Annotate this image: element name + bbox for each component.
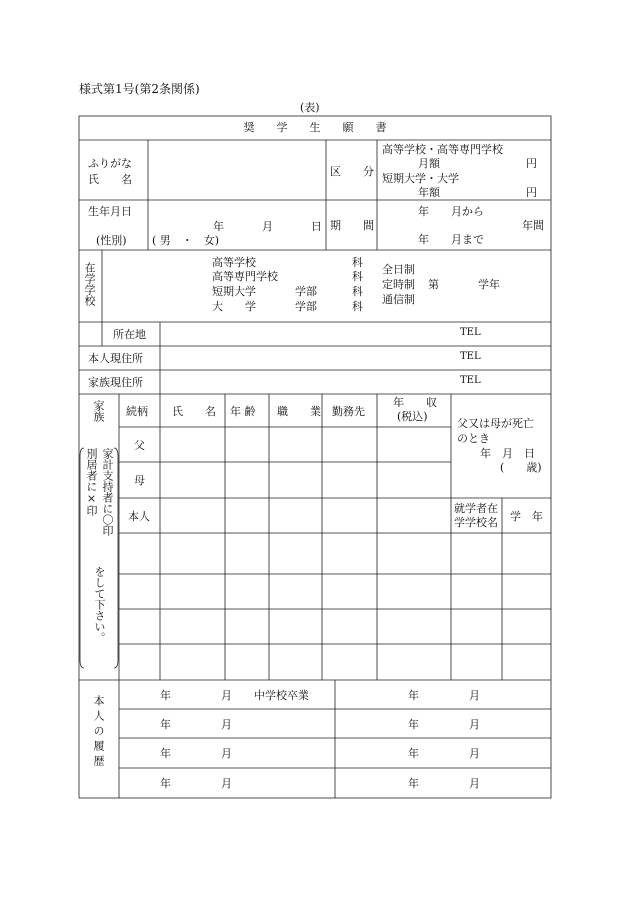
family-tel: TEL [460,375,481,386]
history-2-month: 月 [221,718,232,731]
history-3r-month: 月 [469,747,480,760]
category-option-high-school: 高等学校・高等専門学校 [382,143,503,156]
family-note-sub: 別居者に×印 [85,448,98,516]
history-2r-month: 月 [469,718,480,731]
category-yen-2: 円 [526,186,537,199]
history-4r-month: 月 [469,777,480,790]
deceased-line-2: のとき [457,432,490,445]
furigana-label: ふりがな [88,157,132,170]
history-label: 本人の履歴 [92,695,105,770]
sibling-school-line-1: 就学者在 [454,502,498,515]
family-note-main: 家計支持者に〇印 [101,448,114,536]
system-correspondence: 通信制 [382,293,415,306]
sibling-grade: 学 年 [510,510,543,523]
system-fulltime: 全日制 [382,263,415,276]
period-years: 年間 [522,219,544,232]
category-option-university: 短期大学・大学 [382,172,459,185]
history-2r-year: 年 [408,718,419,731]
deceased-line-1: 父又は母が死亡 [457,417,534,430]
gender-options: ( 男 ・ 女) [152,234,220,247]
school-type-3: 短期大学 [212,285,256,298]
birth-month: 月 [262,220,273,233]
school-type-4: 大 学 [212,300,256,313]
history-1-year: 年 [160,689,171,702]
period-from: 年 月から [418,205,484,218]
name-label: 氏 名 [88,173,132,186]
col-workplace: 勤務先 [332,405,365,418]
row-mother: 母 [134,474,145,487]
history-3-year: 年 [160,747,171,760]
school-tel: TEL [460,327,481,338]
form-number: 様式第1号(第2条関係) [79,82,200,96]
dept-3: 科 [352,285,363,298]
school-address-label: 所在地 [113,328,146,341]
dept-1: 科 [352,256,363,269]
sibling-school-line-2: 学学校名 [454,516,498,529]
grade-suffix: 学年 [478,278,500,291]
col-income-tax: (税込) [397,410,428,423]
school-type-2: 高等専門学校 [212,270,278,283]
col-age: 年 齢 [230,405,256,418]
deceased-date: 年 月 日 [480,447,535,460]
birth-day: 日 [311,220,322,233]
history-4r-year: 年 [408,777,419,790]
category-yen-1: 円 [526,157,537,170]
birth-label: 生年月日 [88,205,132,218]
history-2-year: 年 [160,718,171,731]
gender-label: (性別) [96,234,127,247]
category-monthly-amount: 月額 [418,157,440,170]
deceased-age: ( 歳) [500,461,542,474]
history-graduation: 中学校卒業 [254,689,309,702]
history-3-month: 月 [221,747,232,760]
dept-4: 科 [352,300,363,313]
family-label: 家族 [92,400,105,422]
col-occupation: 職 業 [277,405,321,418]
col-income: 年 収 [393,396,437,409]
history-3r-year: 年 [408,747,419,760]
family-note-tail: をして下さい。 [93,566,106,643]
category-yearly-amount: 年額 [418,186,440,199]
history-1r-month: 月 [469,689,480,702]
self-tel: TEL [460,351,481,362]
side-label: (表) [300,101,320,114]
faculty-1: 学部 [295,285,317,298]
row-self: 本人 [128,510,150,523]
history-4-year: 年 [160,777,171,790]
birth-year: 年 [213,220,224,233]
self-address-label: 本人現住所 [88,352,143,365]
dept-2: 科 [352,270,363,283]
period-label: 期 間 [330,219,374,232]
system-parttime: 定時制 [382,278,415,291]
form-title: 奨 学 生 願 書 [243,121,387,134]
school-type-1: 高等学校 [212,256,256,269]
history-1-month: 月 [221,689,232,702]
school-label: 在学学校 [83,262,96,306]
period-to: 年 月まで [418,233,484,246]
row-father: 父 [134,439,145,452]
history-4-month: 月 [221,777,232,790]
grade-prefix: 第 [428,278,439,291]
family-address-label: 家族現住所 [88,376,143,389]
col-relation: 続柄 [126,405,148,418]
col-name: 氏 名 [172,405,216,418]
faculty-2: 学部 [295,300,317,313]
history-1r-year: 年 [408,689,419,702]
category-label: 区 分 [330,165,374,178]
